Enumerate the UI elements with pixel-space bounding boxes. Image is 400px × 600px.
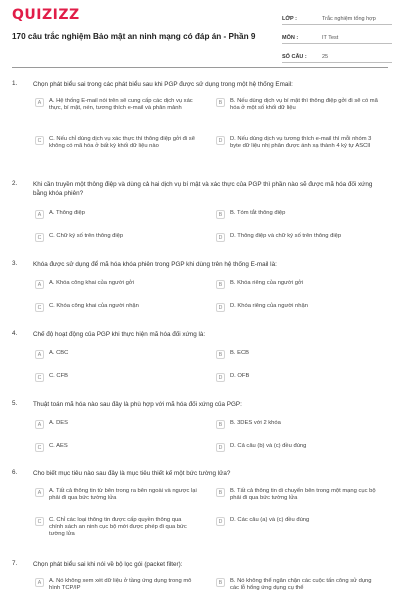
- option-text: A. Nó không xem xét dữ liệu ở tầng ứng dụng trong mô hình TCP/IP: [49, 578, 192, 592]
- option-c[interactable]: [35, 373, 197, 382]
- option-d[interactable]: [216, 443, 378, 452]
- option-text: A. CBC: [49, 350, 69, 356]
- option-letter: B: [216, 420, 225, 429]
- document-header: [0, 0, 400, 62]
- question-text: Cho biết mục tiêu nào sau đây là mục tiêu thiết kế một bức tường lửa?: [33, 470, 231, 477]
- question-text: Chọn phát biểu sai khi nói về bộ lọc gói (packet filter):: [33, 561, 183, 568]
- option-text: A. Hệ thống E-mail nói trên sẽ cung cấp các dịch vụ xác thực, bí mật, nén, tương thích e-mail và phân mảnh: [49, 98, 193, 112]
- option-a[interactable]: [35, 98, 197, 112]
- option-letter: D: [216, 517, 225, 526]
- option-text: B. Tất cả thông tin di chuyển bên trong một mạng cục bộ phải đi qua bức tường lửa: [230, 488, 376, 502]
- question-text: Chế độ hoạt động của PGP khi thực hiện mã hóa đối xứng là:: [33, 331, 206, 338]
- option-b[interactable]: [216, 350, 378, 359]
- option-text: B. ECB: [230, 350, 250, 356]
- meta-key: MÔN :: [282, 35, 299, 41]
- option-text: D. Cả câu (b) và (c) đều đúng: [230, 443, 307, 449]
- option-b[interactable]: [216, 578, 378, 592]
- meta-row-class: [282, 8, 392, 25]
- question-number: 2.: [12, 180, 18, 187]
- option-a[interactable]: [35, 210, 197, 219]
- option-letter: D: [216, 373, 225, 382]
- option-letter: C: [35, 443, 44, 452]
- option-a[interactable]: [35, 280, 197, 289]
- question-text: Thuật toán mã hóa nào sau đây là phù hợp với mã hóa đối xứng của PGP:: [33, 401, 242, 408]
- quizizz-logo: QUIZIZZ: [12, 7, 80, 23]
- option-letter: C: [35, 373, 44, 382]
- option-c[interactable]: [35, 517, 197, 539]
- question-number: 4.: [12, 330, 18, 337]
- meta-value: 25: [322, 54, 329, 60]
- option-letter: A: [35, 420, 44, 429]
- meta-key: SỐ CÂU :: [282, 54, 307, 60]
- meta-value: Trắc nghiệm tổng hợp: [322, 16, 376, 22]
- option-letter: A: [35, 210, 44, 219]
- meta-row-subject: [282, 27, 392, 44]
- document-title: 170 câu trắc nghiệm Bảo mật an ninh mạng có đáp án - Phần 9: [12, 32, 256, 41]
- option-c[interactable]: [35, 303, 197, 312]
- option-letter: A: [35, 98, 44, 107]
- option-b[interactable]: [216, 420, 378, 429]
- option-text: A. Thông điệp: [49, 210, 85, 216]
- option-letter: B: [216, 578, 225, 587]
- option-a[interactable]: [35, 488, 197, 502]
- option-text: C. Khóa công khai của người nhận: [49, 303, 139, 309]
- meta-key: LỚP :: [282, 16, 297, 22]
- option-letter: B: [216, 488, 225, 497]
- option-text: B. Nếu dùng dịch vụ bí mật thì thông điệp gởi đi sẽ có mã hóa ở một số khối dữ liệu: [230, 98, 378, 112]
- question-text: Chọn phát biểu sai trong các phát biểu sau khi PGP được sử dụng trong một hệ thống Email:: [33, 81, 293, 88]
- option-text: A. DES: [49, 420, 69, 426]
- option-a[interactable]: [35, 350, 197, 359]
- option-text: D. OFB: [230, 373, 250, 379]
- option-c[interactable]: [35, 443, 197, 452]
- option-text: B. Khóa riêng của người gởi: [230, 280, 304, 286]
- option-letter: D: [216, 233, 225, 242]
- option-letter: A: [35, 488, 44, 497]
- option-letter: C: [35, 303, 44, 312]
- option-text: C. Chỉ các loại thông tin được cấp quyền thông qua chính sách an ninh cục bộ mới được phép đi qua bức tường lửa: [49, 517, 187, 538]
- option-a[interactable]: [35, 578, 197, 592]
- option-text: D. Khóa riêng của người nhận: [230, 303, 308, 309]
- option-d[interactable]: [216, 303, 378, 312]
- question-number: 3.: [12, 260, 18, 267]
- option-b[interactable]: [216, 210, 378, 219]
- option-text: B. Nó không thể ngăn chặn các cuộc tấn công sử dụng các lỗ hổng ứng dụng cụ thể: [230, 578, 372, 592]
- option-letter: C: [35, 136, 44, 145]
- question-number: 7.: [12, 560, 18, 567]
- option-letter: B: [216, 98, 225, 107]
- meta-value: IT Test: [322, 35, 339, 41]
- option-letter: D: [216, 443, 225, 452]
- option-text: C. AES: [49, 443, 68, 449]
- option-d[interactable]: [216, 517, 378, 526]
- option-letter: B: [216, 280, 225, 289]
- meta-box: [282, 8, 392, 65]
- option-letter: B: [216, 210, 225, 219]
- option-b[interactable]: [216, 280, 378, 289]
- option-text: D. Nếu dùng dịch vụ tương thích e-mail thì mỗi nhóm 3 byte dữ liệu nhị phân được ánh xạ thành 4 ký tự ASCII: [230, 136, 372, 150]
- option-letter: A: [35, 280, 44, 289]
- option-c[interactable]: [35, 233, 197, 242]
- option-c[interactable]: [35, 136, 197, 150]
- question-number: 6.: [12, 469, 18, 476]
- option-text: A. Khóa công khai của người gởi: [49, 280, 134, 286]
- meta-row-count: [282, 46, 392, 63]
- option-letter: D: [216, 136, 225, 145]
- option-b[interactable]: [216, 98, 378, 112]
- option-text: D. Thông điệp và chữ ký số trên thông điệp: [230, 233, 342, 239]
- option-letter: A: [35, 350, 44, 359]
- option-text: C. Nếu chỉ dùng dịch vụ xác thực thì thông điệp gởi đi sẽ không có mã hóa ở bất kỳ khối dữ liệu nào: [49, 136, 195, 150]
- question-number: 5.: [12, 400, 18, 407]
- option-letter: A: [35, 578, 44, 587]
- option-text: B. 3DES với 2 khóa: [230, 420, 281, 426]
- option-d[interactable]: [216, 136, 378, 150]
- option-a[interactable]: [35, 420, 197, 429]
- question-text: Khi cần truyền một thông điệp và dùng cả hai dịch vụ bí mật và xác thực của PGP thì phần nào sẽ được mã hóa đối xứng bằng khóa phiên?: [33, 181, 373, 197]
- option-letter: D: [216, 303, 225, 312]
- question-text: Khóa được sử dụng để mã hóa khóa phiên trong PGP khi dùng trên hệ thống E-mail là:: [33, 261, 277, 268]
- header-divider: [12, 67, 388, 68]
- option-letter: B: [216, 350, 225, 359]
- question-number: 1.: [12, 80, 18, 87]
- option-letter: C: [35, 233, 44, 242]
- option-d[interactable]: [216, 373, 378, 382]
- option-b[interactable]: [216, 488, 378, 502]
- option-text: B. Tóm tắt thông điệp: [230, 210, 286, 216]
- option-text: C. CFB: [49, 373, 69, 379]
- option-text: A. Tất cả thông tin từ bên trong ra bên ngoài và ngược lại phải đi qua bức tường lửa: [49, 488, 197, 502]
- option-d[interactable]: [216, 233, 378, 242]
- option-text: C. Chữ ký số trên thông điệp: [49, 233, 124, 239]
- option-letter: C: [35, 517, 44, 526]
- option-text: D. Các câu (a) và (c) đều đúng: [230, 517, 310, 523]
